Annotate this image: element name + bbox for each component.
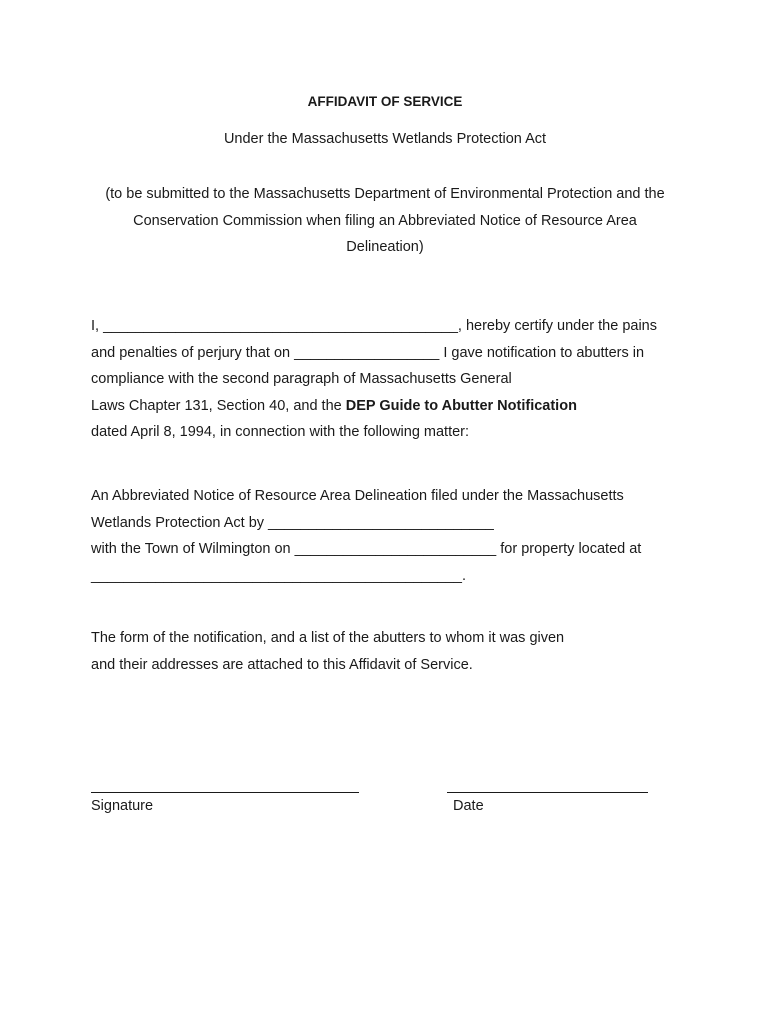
document-title: AFFIDAVIT OF SERVICE xyxy=(307,94,463,109)
date-line xyxy=(447,792,648,793)
attachment-line-2: and their addresses are attached to this Affidavit of Service. xyxy=(91,656,473,673)
attachment-line-1: The form of the notification, and a list of the abutters to whom it was given xyxy=(91,630,565,646)
certification-line-5: dated April 8, 1994, in connection with the following matter: xyxy=(91,424,470,441)
date-label: Date xyxy=(453,798,484,814)
instructions-line-2: Conservation Commission when filing an Abbreviated Notice of Resource Area xyxy=(133,212,637,229)
submission-instructions xyxy=(85,181,685,261)
certification-paragraph xyxy=(91,313,691,446)
certification-line-4 xyxy=(91,393,691,420)
certification-line-1: I, ____________________________________________, hereby certify under the pains xyxy=(91,318,657,334)
instructions-line-1: (to be submitted to the Massachusetts Department of Environmental Protection and the xyxy=(105,186,665,202)
matter-line-1: An Abbreviated Notice of Resource Area Delineation filed under the Massachusetts xyxy=(91,488,624,504)
signature-label: Signature xyxy=(91,798,154,814)
instructions-line-3: Delineation) xyxy=(346,239,424,255)
document-subtitle: Under the Massachusetts Wetlands Protection Act xyxy=(223,131,547,147)
matter-paragraph xyxy=(91,483,691,589)
certification-line-3: compliance with the second paragraph of Massachusetts General xyxy=(91,371,512,388)
signature-line xyxy=(91,792,359,793)
matter-line-3: with the Town of Wilmington on _________________________ for property located at xyxy=(91,541,642,558)
matter-line-2: Wetlands Protection Act by ____________________________ xyxy=(91,514,494,531)
certification-line-4-prefix: Laws Chapter 131, Section 40, and the xyxy=(91,397,346,414)
certification-line-2: and penalties of perjury that on __________________ I gave notification to abutters in xyxy=(91,344,645,361)
dep-guide-reference: DEP Guide to Abutter Notification xyxy=(345,397,577,414)
attachment-paragraph xyxy=(91,625,691,678)
matter-line-4: ______________________________________________. xyxy=(91,567,466,584)
